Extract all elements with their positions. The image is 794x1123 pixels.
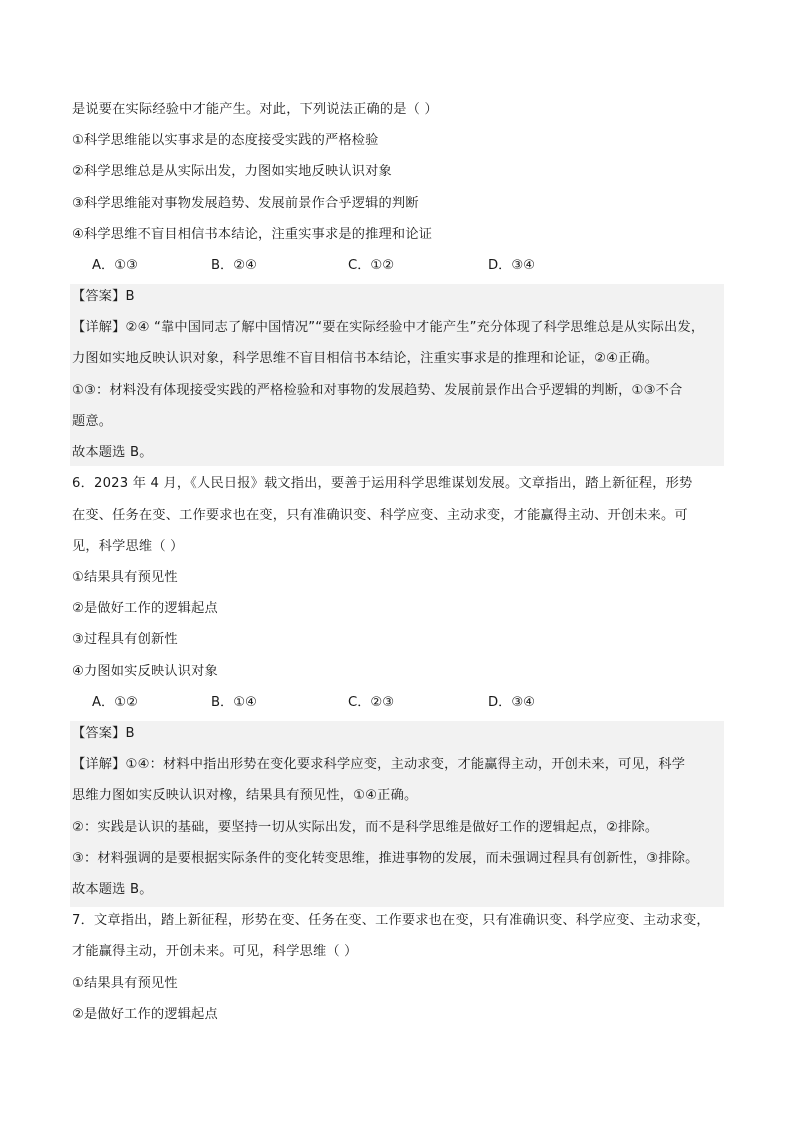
- q5-statement-4: ④科学思维不盲目相信书本结论，注重实事求是的推理和论证: [72, 227, 433, 242]
- q6-option-c: C．②③: [348, 695, 395, 710]
- q6-statement-1: ①结果具有预见性: [72, 570, 178, 585]
- q6-analysis-2: 思维力图如实反映认识对橡，结果具有预见性，①④正确。: [72, 788, 418, 803]
- q5-analysis-3: ①③：材料没有体现接受实践的严格检验和对事物的发展趋势、发展前景作出合乎逻辑的判断，①③不合: [72, 383, 683, 398]
- q5-answer: 【答案】B: [72, 289, 135, 304]
- q5-analysis-4: 题意。: [72, 414, 113, 429]
- q7-stem-2: 才能赢得主动，开创未来。可见，科学思维（ ）: [72, 944, 358, 959]
- q5-stem-tail: 是说要在实际经验中才能产生。对此，下列说法正确的是（ ）: [72, 102, 438, 117]
- q5-option-d: D．③④: [488, 258, 535, 273]
- q7-statement-2: ②是做好工作的逻辑起点: [72, 1007, 218, 1022]
- q7-stem-1: 7．文章指出，踏上新征程，形势在变、任务在变、工作要求也在变，只有准确识变、科学应变、主动求变，: [72, 913, 710, 928]
- q6-conclusion: 故本题选 B。: [72, 882, 153, 897]
- q6-analysis-3: ②：实践是认识的基础，要坚持一切从实际出发，而不是科学思维是做好工作的逻辑起点，②排除。: [72, 820, 659, 835]
- q6-statement-2: ②是做好工作的逻辑起点: [72, 601, 218, 616]
- q6-option-d: D．③④: [488, 695, 535, 710]
- q6-statement-4: ④力图如实反映认识对象: [72, 664, 218, 679]
- q5-option-c: C．①②: [348, 258, 395, 273]
- q5-answer-block: [70, 284, 724, 466]
- q5-analysis-2: 力图如实地反映认识对象，科学思维不盲目相信书本结论，注重实事求是的推理和论证，②④正确。: [72, 351, 659, 366]
- q7-statement-1: ①结果具有预见性: [72, 976, 178, 991]
- q6-stem-2: 在变、任务在变、工作要求也在变，只有准确识变、科学应变、主动求变，才能赢得主动、开创未来。可: [72, 508, 688, 523]
- q6-stem-3: 见，科学思维（ ）: [72, 539, 184, 554]
- q5-option-b: B．②④: [211, 258, 257, 273]
- q5-statement-1: ①科学思维能以实事求是的态度接受实践的严格检验: [72, 133, 379, 148]
- q6-stem-1: 6．2023 年 4 月，《人民日报》载文指出，要善于运用科学思维谋划发展。文章指出，踏上新征程，形势: [72, 476, 693, 491]
- q6-answer: 【答案】B: [72, 726, 135, 741]
- q6-option-a: A．①②: [92, 695, 138, 710]
- q6-analysis-1: 【详解】①④：材料中指出形势在变化要求科学应变，主动求变，才能赢得主动，开创未来，可见，科学: [72, 757, 686, 772]
- q5-statement-3: ③科学思维能对事物发展趋势、发展前景作合乎逻辑的判断: [72, 196, 419, 211]
- q5-statement-2: ②科学思维总是从实际出发，力图如实地反映认识对象: [72, 164, 392, 179]
- q6-analysis-4: ③：材料强调的是要根据实际条件的变化转变思维，推进事物的发展，而未强调过程具有创新性，③排除。: [72, 851, 699, 866]
- q6-statement-3: ③过程具有创新性: [72, 632, 178, 647]
- q5-option-a: A．①③: [92, 258, 138, 273]
- q6-option-b: B．①④: [211, 695, 257, 710]
- q5-analysis-1: 【详解】②④ “靠中国同志了解中国情况”“要在实际经验中才能产生”充分体现了科学思维总是从实际出发，: [72, 320, 705, 335]
- q5-conclusion: 故本题选 B。: [72, 445, 153, 460]
